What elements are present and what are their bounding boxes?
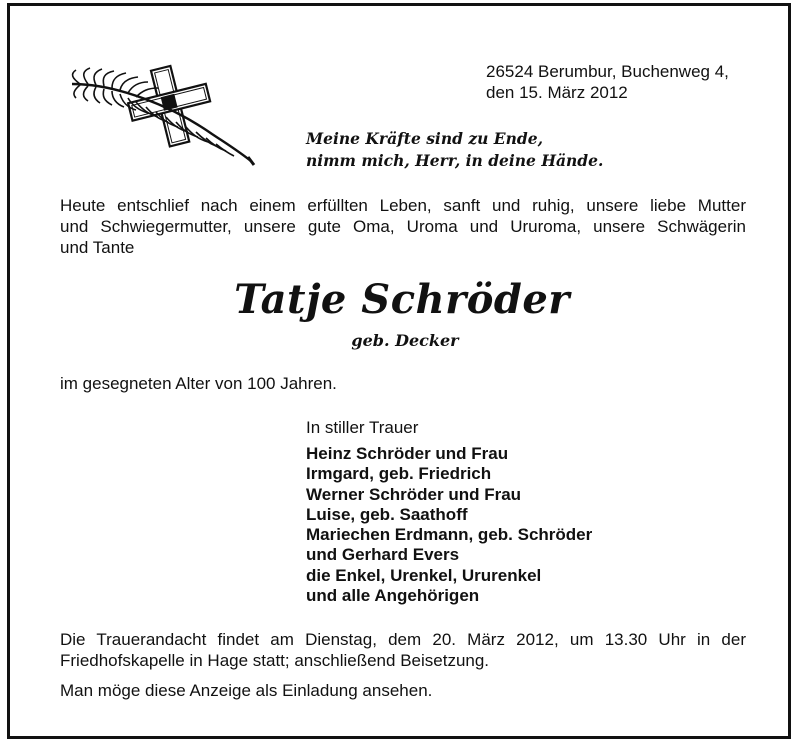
cross-with-palm-frond-icon xyxy=(62,56,262,171)
mourner-item: und Gerhard Evers xyxy=(306,545,460,565)
age-statement: im gesegneten Alter von 100 Jahren. xyxy=(60,374,337,393)
verse-line-1: Meine Kräfte sind zu Ende, xyxy=(306,129,543,148)
mourner-item: die Enkel, Urenkel, Ururenkel xyxy=(306,565,542,585)
intro-paragraph xyxy=(60,195,746,258)
verse-line-2: nimm mich, Herr, in deine Hände. xyxy=(306,151,604,170)
mourners-list xyxy=(306,444,592,606)
mourner-item: Luise, geb. Saathoff xyxy=(306,504,468,524)
mourner-item: und alle Angehörigen xyxy=(306,586,480,606)
mourner-item: Heinz Schröder und Frau xyxy=(306,444,509,463)
service-line-1: Die Trauerandacht findet am Dienstag, dem 20. März 2012, um 13.30 Uhr in der xyxy=(60,630,746,649)
maiden-name: geb. Decker xyxy=(351,331,459,350)
obituary-notice xyxy=(7,3,791,739)
service-line-2: Friedhofskapelle in Hage statt; anschließend Beisetzung. xyxy=(60,651,490,670)
mourner-item: Mariechen Erdmann, geb. Schröder xyxy=(306,525,593,545)
place-and-date xyxy=(486,61,729,103)
verse xyxy=(306,128,603,172)
date-line: den 15. März 2012 xyxy=(486,83,628,102)
intro-line-2: und Schwiegermutter, unsere gute Oma, Uroma und Ururoma, unsere Schwägerin xyxy=(60,217,746,236)
address-line: 26524 Berumbur, Buchenweg 4, xyxy=(486,62,729,81)
closing-note: Man möge diese Anzeige als Einladung ansehen. xyxy=(60,681,433,700)
mourner-item: Werner Schröder und Frau xyxy=(306,484,522,504)
mourning-label: In stiller Trauer xyxy=(306,418,419,437)
deceased-name: Tatje Schröder xyxy=(234,276,570,323)
intro-line-3: und Tante xyxy=(60,238,135,257)
service-paragraph xyxy=(60,629,746,671)
mourner-item: Irmgard, geb. Friedrich xyxy=(306,464,492,484)
intro-line-1: Heute entschlief nach einem erfüllten Leben, sanft und ruhig, unsere liebe Mutter xyxy=(60,196,746,215)
